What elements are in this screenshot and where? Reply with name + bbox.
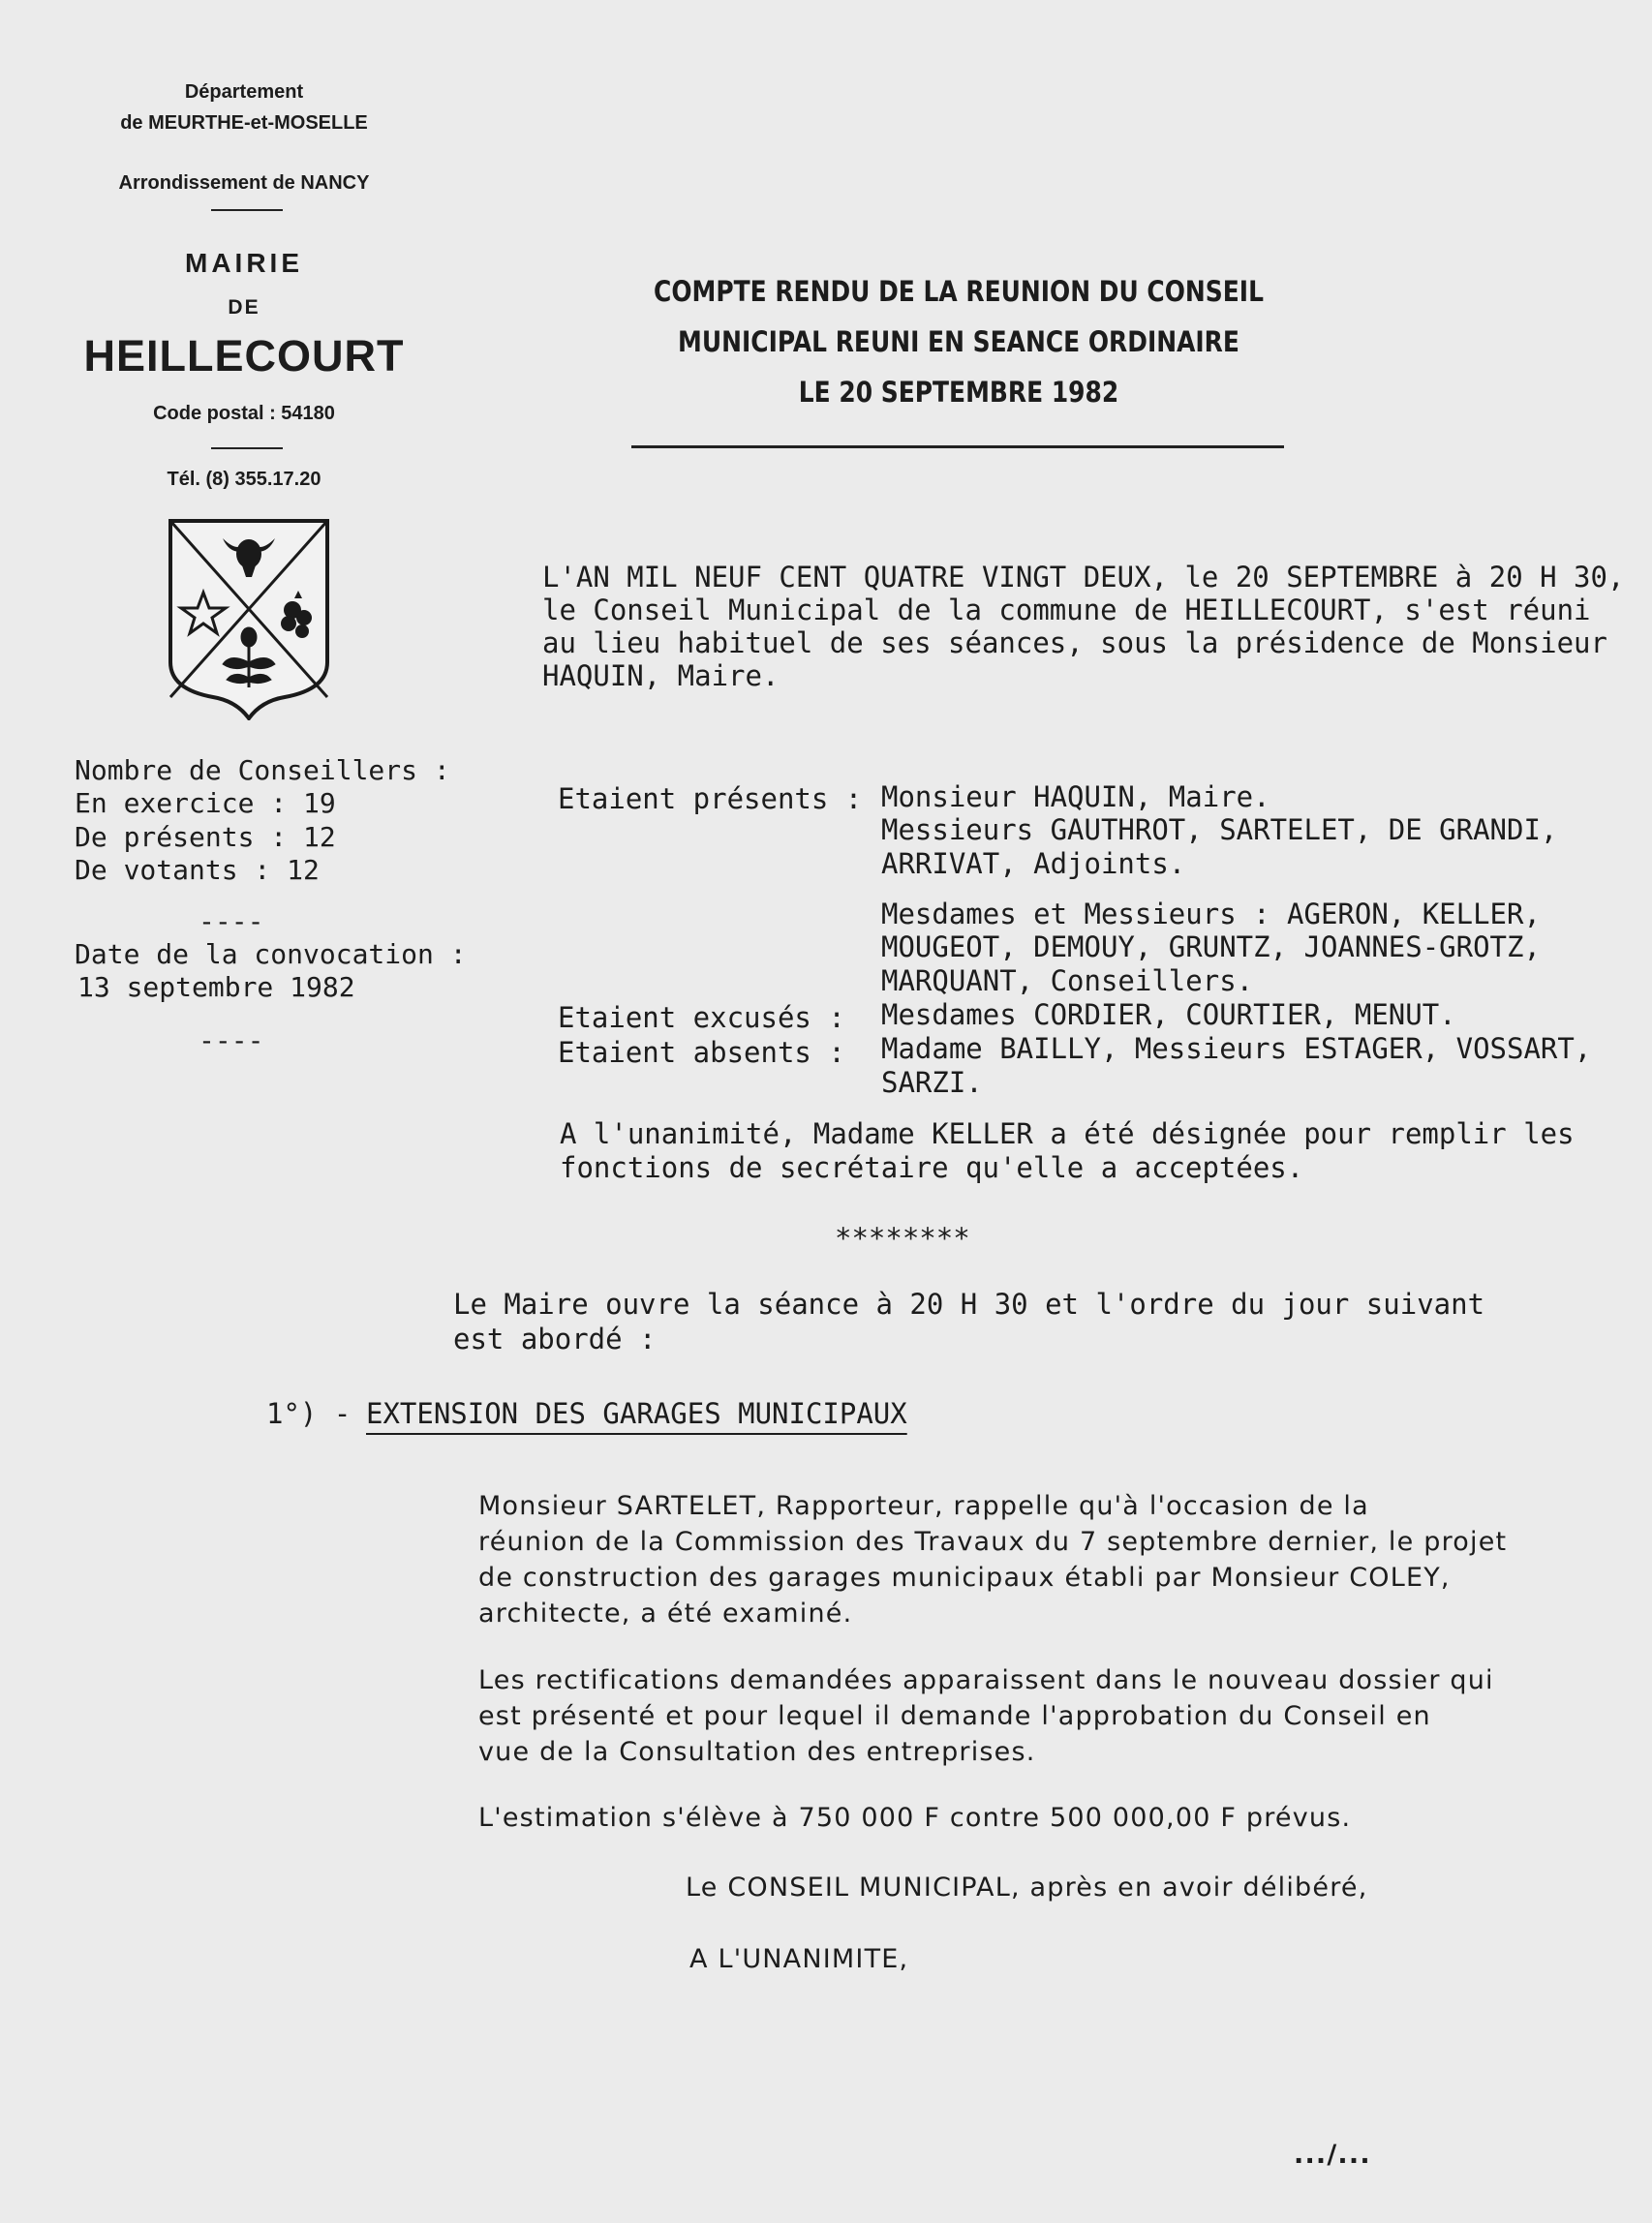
en-exercice: En exercice : 19 xyxy=(75,787,336,819)
divider xyxy=(211,447,283,449)
convocation-label: Date de la convocation : xyxy=(75,938,467,970)
departement-name: de MEURTHE-et-MOSELLE xyxy=(120,112,368,134)
divider xyxy=(211,209,283,211)
presents-line: MOUGEOT, DEMOUY, GRUNTZ, JOANNES-GROTZ, xyxy=(881,930,1541,963)
section-separator-stars: ******** xyxy=(835,1222,970,1255)
de-votants: De votants : 12 xyxy=(75,854,320,886)
title-underline xyxy=(631,445,1284,448)
convocation-date: 13 septembre 1982 xyxy=(77,971,355,1003)
presents-line: Mesdames et Messieurs : AGERON, KELLER, xyxy=(881,898,1541,930)
intro-line: au lieu habituel de ses séances, sous la présidence de Monsieur xyxy=(542,626,1607,659)
conseillers-label: Nombre de Conseillers : xyxy=(75,754,450,786)
item-paragraph-line: vue de la Consultation des entreprises. xyxy=(478,1737,1036,1767)
item-number: 1°) - xyxy=(266,1397,352,1430)
report-title-line3: LE 20 SEPTEMBRE 1982 xyxy=(798,376,1119,409)
intro-line: HAQUIN, Maire. xyxy=(542,659,780,692)
postal-code: Code postal : 54180 xyxy=(153,403,335,424)
coat-of-arms-icon xyxy=(167,517,331,720)
opening-line: Le Maire ouvre la séance à 20 H 30 et l'ordre du jour suivant xyxy=(453,1288,1485,1321)
excuses-line: Mesdames CORDIER, COURTIER, MENUT. xyxy=(881,998,1456,1031)
mairie-label: MAIRIE xyxy=(185,248,303,278)
presents-line: MARQUANT, Conseillers. xyxy=(881,964,1254,997)
item-paragraph-line: architecte, a été examiné. xyxy=(478,1599,853,1629)
item-paragraph-line: Les rectifications demandées apparaissent dans le nouveau dossier qui xyxy=(478,1665,1494,1695)
departement-label: Département xyxy=(184,81,304,103)
report-title-line1: COMPTE RENDU DE LA REUNION DU CONSEIL xyxy=(654,275,1264,308)
secretary-line: A l'unanimité, Madame KELLER a été désignée pour remplir les xyxy=(560,1117,1575,1150)
presents-line: Messieurs GAUTHROT, SARTELET, DE GRANDI, xyxy=(881,813,1558,846)
arrondissement: Arrondissement de NANCY xyxy=(118,172,370,194)
opening-line: est abordé : xyxy=(453,1323,657,1355)
item-paragraph-line: de construction des garages municipaux établi par Monsieur COLEY, xyxy=(478,1563,1451,1593)
absents-line: SARZI. xyxy=(881,1066,983,1099)
conseil-line: Le CONSEIL MUNICIPAL, après en avoir délibéré, xyxy=(686,1873,1368,1903)
item-paragraph-line: Monsieur SARTELET, Rapporteur, rappelle qu'à l'occasion de la xyxy=(478,1491,1369,1521)
presents-line: Monsieur HAQUIN, Maire. xyxy=(881,780,1270,813)
intro-line: L'AN MIL NEUF CENT QUATRE VINGT DEUX, le 20 SEPTEMBRE à 20 H 30, xyxy=(542,561,1625,594)
unanimite-line: A L'UNANIMITE, xyxy=(689,1944,909,1974)
item-heading: EXTENSION DES GARAGES MUNICIPAUX xyxy=(366,1397,907,1430)
excuses-label: Etaient excusés : xyxy=(558,1001,845,1034)
intro-line: le Conseil Municipal de la commune de HEILLECOURT, s'est réuni xyxy=(542,594,1591,626)
presents-label: Etaient présents : xyxy=(558,782,863,815)
separator: ---- xyxy=(199,1024,264,1056)
de-presents: De présents : 12 xyxy=(75,821,336,853)
secretary-line: fonctions de secrétaire qu'elle a acceptées. xyxy=(560,1151,1304,1184)
item-paragraph-line: réunion de la Commission des Travaux du 7 septembre dernier, le projet xyxy=(478,1527,1508,1557)
estimation-line: L'estimation s'élève à 750 000 F contre 500 000,00 F prévus. xyxy=(478,1803,1352,1833)
absents-line: Madame BAILLY, Messieurs ESTAGER, VOSSART, xyxy=(881,1032,1592,1065)
continuation-mark: .../... xyxy=(1294,2140,1371,2170)
town-name: HEILLECOURT xyxy=(83,331,405,381)
report-title-line2: MUNICIPAL REUNI EN SEANCE ORDINAIRE xyxy=(678,325,1239,358)
item-paragraph-line: est présenté et pour lequel il demande l'approbation du Conseil en xyxy=(478,1701,1431,1731)
mairie-de: DE xyxy=(228,296,260,319)
absents-label: Etaient absents : xyxy=(558,1036,845,1069)
presents-line: ARRIVAT, Adjoints. xyxy=(881,847,1186,880)
separator: ---- xyxy=(199,905,264,937)
phone-number: Tél. (8) 355.17.20 xyxy=(167,469,321,490)
